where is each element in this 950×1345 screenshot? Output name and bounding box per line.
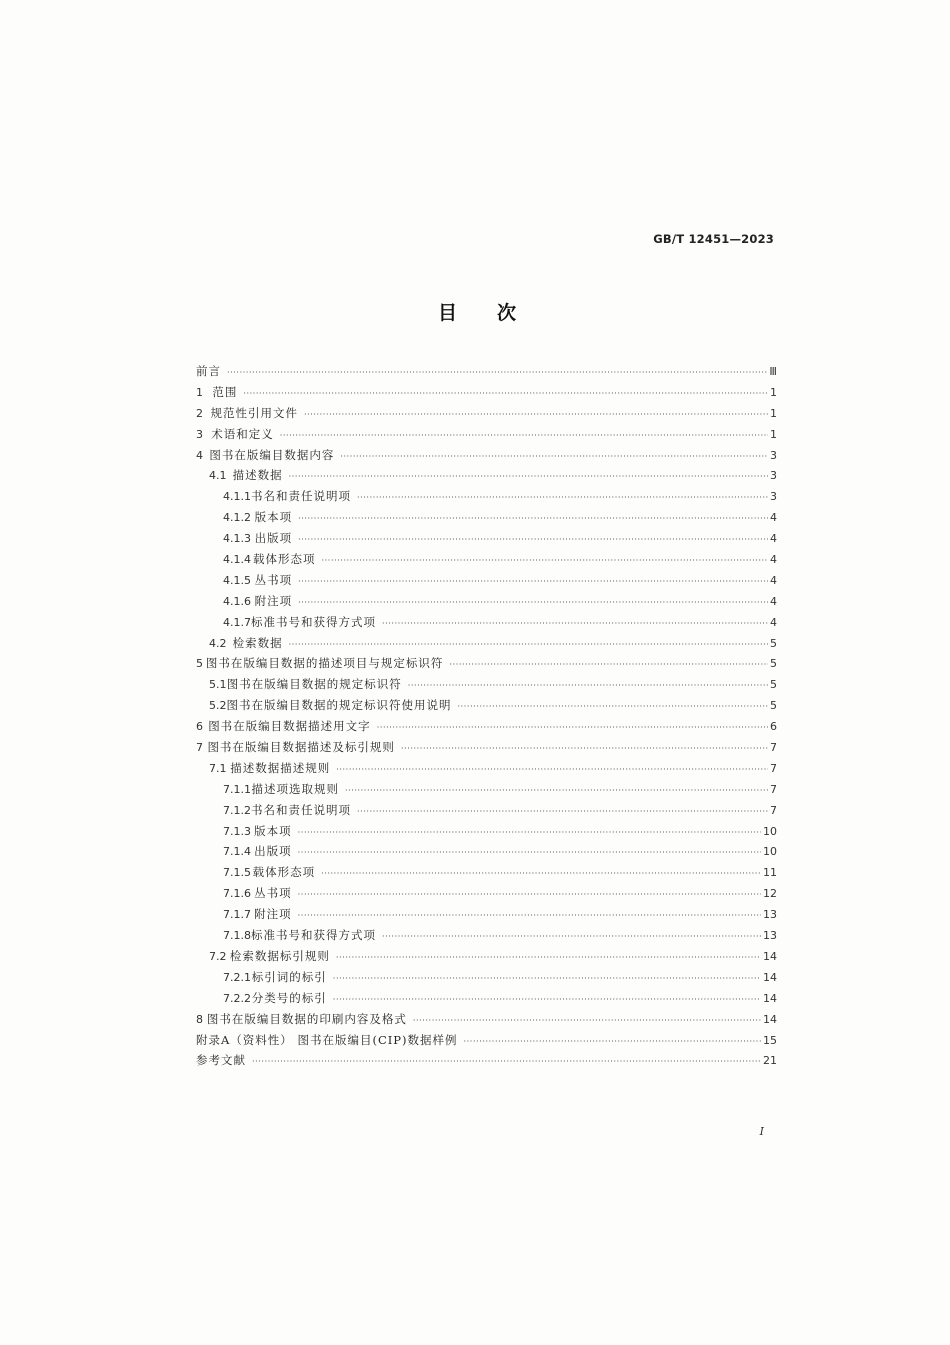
toc-entry-page: 5 bbox=[770, 636, 777, 650]
dot-leader bbox=[298, 593, 768, 614]
toc-entry[interactable] bbox=[196, 779, 777, 800]
dot-leader bbox=[336, 948, 761, 969]
toc-entry[interactable] bbox=[196, 946, 777, 967]
toc-entry-title: 图书在版编目数据描述用文字 bbox=[208, 719, 371, 734]
toc-entry-page: 3 bbox=[770, 469, 777, 483]
toc-entry-number: 7.1.6 bbox=[223, 887, 251, 901]
dot-leader bbox=[413, 1011, 761, 1032]
toc-entry-number: 4.2 bbox=[209, 636, 227, 650]
toc-entry-title: 版本项 bbox=[254, 823, 292, 838]
toc-entry-page: 1 bbox=[770, 406, 777, 420]
toc-entry[interactable] bbox=[196, 591, 777, 612]
toc-entry-page: 3 bbox=[770, 490, 777, 504]
toc-entry-number: 4.1.1 bbox=[223, 490, 251, 504]
toc-entry[interactable] bbox=[196, 841, 777, 862]
toc-entry-title: 分类号的标引 bbox=[251, 990, 327, 1005]
toc-entry[interactable] bbox=[196, 1009, 777, 1030]
toc-entry-number: 2 bbox=[196, 406, 203, 420]
toc-entry-title: 书名和责任说明项 bbox=[251, 489, 351, 504]
toc-entry-number: 7.1.5 bbox=[223, 866, 251, 880]
toc-entry-number: 4.1.3 bbox=[223, 532, 251, 546]
toc-entry-page: 14 bbox=[763, 949, 777, 963]
toc-entry-number: 4.1.6 bbox=[223, 594, 251, 608]
toc-entry-page: 5 bbox=[770, 678, 777, 692]
toc-entry[interactable] bbox=[196, 528, 777, 549]
toc-entry-page: 7 bbox=[770, 741, 777, 755]
dot-leader bbox=[298, 572, 768, 593]
dot-leader bbox=[382, 614, 768, 635]
toc-entry-title: 术语和定义 bbox=[211, 426, 274, 441]
toc-entry[interactable] bbox=[196, 486, 777, 507]
toc-entry[interactable] bbox=[196, 821, 777, 842]
toc-entry-page: 10 bbox=[763, 845, 777, 859]
dot-leader bbox=[345, 781, 768, 802]
toc-entry-number: 7 bbox=[196, 741, 203, 755]
toc-entry[interactable] bbox=[196, 674, 777, 695]
toc-entry-page: 7 bbox=[770, 803, 777, 817]
dot-leader bbox=[298, 906, 761, 927]
toc-entry-number: 7.1.2 bbox=[223, 803, 251, 817]
toc-entry-page: 7 bbox=[770, 761, 777, 775]
toc-entry-number: 7.1.7 bbox=[223, 908, 251, 922]
toc-entry-title: 书名和责任说明项 bbox=[251, 802, 351, 817]
toc-entry-page: 4 bbox=[770, 594, 777, 608]
toc-entry-page: 1 bbox=[770, 385, 777, 399]
toc-entry[interactable] bbox=[196, 424, 777, 445]
dot-leader bbox=[298, 823, 761, 844]
toc-entry-number: 4 bbox=[196, 448, 203, 462]
dot-leader bbox=[322, 551, 768, 572]
toc-entry[interactable] bbox=[196, 716, 777, 737]
dot-leader bbox=[449, 655, 768, 676]
toc-entry-title: 图书在版编目数据内容 bbox=[209, 447, 335, 462]
toc-entry-title: 标引词的标引 bbox=[251, 969, 327, 984]
dot-leader bbox=[289, 467, 768, 488]
toc-entry-number: 4.1 bbox=[209, 469, 227, 483]
dot-leader bbox=[458, 697, 769, 718]
dot-leader bbox=[377, 718, 768, 739]
toc-entry[interactable] bbox=[196, 612, 777, 633]
toc-entry-page: 13 bbox=[763, 908, 777, 922]
toc-entry-title: 范围 bbox=[212, 384, 238, 399]
toc-entry-title: 载体形态项 bbox=[252, 865, 316, 880]
toc-entry-number: 7.1.4 bbox=[223, 845, 251, 859]
toc-entry-title: 图书在版编目数据的描述项目与规定标识符 bbox=[205, 656, 444, 671]
toc-entry-number: 4.1.2 bbox=[223, 511, 251, 525]
toc-title: 目次 bbox=[437, 302, 556, 324]
toc-entry-number: 4.1.4 bbox=[223, 553, 251, 567]
toc-entry-page: 14 bbox=[763, 970, 777, 984]
toc-entry[interactable] bbox=[196, 633, 777, 654]
toc-entry-number: 5.2 bbox=[209, 699, 227, 713]
toc-entry-page: 13 bbox=[763, 929, 777, 943]
dot-leader bbox=[333, 990, 761, 1011]
toc-entry[interactable] bbox=[196, 382, 777, 403]
toc-entry[interactable] bbox=[196, 549, 777, 570]
toc-entry-title: 图书在版编目数据的规定标识符使用说明 bbox=[226, 698, 452, 713]
dot-leader bbox=[336, 760, 768, 781]
toc-entry-title: 规范性引用文件 bbox=[210, 405, 298, 420]
toc-entry-page: 5 bbox=[770, 657, 777, 671]
toc-entry-number: 5.1 bbox=[209, 678, 227, 692]
toc-entry-page: 12 bbox=[763, 887, 777, 901]
toc-entry-title: 检索数据标引规则 bbox=[229, 948, 330, 963]
toc-entry[interactable] bbox=[196, 403, 777, 424]
toc-entry-number: 8 bbox=[196, 1012, 203, 1026]
toc-entry-title: 参考文献 bbox=[196, 1053, 246, 1068]
toc-entry-title: 附注项 bbox=[254, 907, 292, 922]
toc-entry-title: 标准书号和获得方式项 bbox=[251, 928, 376, 943]
toc-entry-page: 14 bbox=[763, 1012, 777, 1026]
toc-entry-title: 出版项 bbox=[254, 844, 292, 859]
dot-leader bbox=[280, 426, 768, 447]
toc-entry-page: 3 bbox=[770, 448, 777, 462]
toc-entry-title: 标准书号和获得方式项 bbox=[251, 614, 376, 629]
dot-leader bbox=[298, 843, 761, 864]
toc-entry-title: 附录A（资料性） 图书在版编目(CIP)数据样例 bbox=[196, 1032, 458, 1047]
toc-entry-page: 4 bbox=[770, 573, 777, 587]
dot-leader bbox=[357, 488, 768, 509]
page-number: I bbox=[759, 1125, 764, 1138]
toc-entry-page: 21 bbox=[763, 1054, 777, 1068]
toc-entry[interactable] bbox=[196, 904, 777, 925]
toc-entry-title: 描述数据 bbox=[232, 468, 283, 483]
dot-leader bbox=[382, 927, 761, 948]
toc-entry-title: 图书在版编目数据描述及标引规则 bbox=[207, 740, 395, 755]
toc-entry[interactable] bbox=[196, 361, 777, 382]
toc-entry-number: 4.1.5 bbox=[223, 573, 251, 587]
toc-entry-number: 7.1 bbox=[209, 761, 227, 775]
toc-entry-page: 4 bbox=[770, 532, 777, 546]
toc-entry[interactable] bbox=[196, 737, 777, 758]
toc-entry-number: 7.1.1 bbox=[223, 782, 251, 796]
toc-entry-number: 7.2 bbox=[209, 949, 227, 963]
dot-leader bbox=[340, 447, 768, 468]
toc-entry-number: 1 bbox=[196, 385, 203, 399]
toc-entry-page: 1 bbox=[770, 427, 777, 441]
toc-entry[interactable] bbox=[196, 862, 777, 883]
toc-entry-title: 载体形态项 bbox=[253, 552, 316, 567]
toc-entry[interactable] bbox=[196, 967, 777, 988]
toc-entry[interactable] bbox=[196, 988, 777, 1009]
toc-entry-page: 4 bbox=[770, 511, 777, 525]
dot-leader bbox=[243, 384, 768, 405]
toc-entry-number: 6 bbox=[196, 720, 203, 734]
toc-entry-number: 7.2.2 bbox=[223, 991, 251, 1005]
toc-entry-number: 7.2.1 bbox=[223, 970, 251, 984]
toc-entry-number: 7.1.8 bbox=[223, 929, 251, 943]
dot-leader bbox=[357, 802, 768, 823]
toc-entry[interactable] bbox=[196, 800, 777, 821]
toc-entry-page: 4 bbox=[770, 553, 777, 567]
toc-entry[interactable] bbox=[196, 695, 777, 716]
toc-entry-title: 丛书项 bbox=[254, 886, 292, 901]
dot-leader bbox=[401, 739, 768, 760]
dot-leader bbox=[321, 864, 761, 885]
toc-entry[interactable] bbox=[196, 507, 777, 528]
toc-entry[interactable] bbox=[196, 758, 777, 779]
toc-entry-page: Ⅲ bbox=[769, 365, 777, 378]
toc-entry-number: 5 bbox=[196, 657, 203, 671]
toc-entry-page: 5 bbox=[770, 699, 777, 713]
dot-leader bbox=[227, 363, 767, 384]
standard-code: GB/T 12451—2023 bbox=[653, 232, 774, 246]
toc-entry-page: 7 bbox=[770, 782, 777, 796]
toc-entry-title: 图书在版编目数据的规定标识符 bbox=[226, 677, 402, 692]
toc-entry[interactable] bbox=[196, 445, 777, 466]
dot-leader bbox=[304, 405, 768, 426]
dot-leader bbox=[298, 509, 768, 530]
toc-entry[interactable] bbox=[196, 653, 777, 674]
toc-entry-title: 版本项 bbox=[254, 510, 293, 525]
toc-entry-title: 描述数据描述规则 bbox=[230, 760, 331, 775]
toc-entry-title: 图书在版编目数据的印刷内容及格式 bbox=[206, 1011, 407, 1026]
toc-entry-title: 出版项 bbox=[254, 531, 293, 546]
toc-entry-page: 11 bbox=[763, 866, 777, 880]
dot-leader bbox=[298, 530, 768, 551]
toc-entry[interactable] bbox=[196, 1050, 777, 1071]
toc-entry[interactable] bbox=[196, 570, 777, 591]
toc-entry-number: 7.1.3 bbox=[223, 824, 251, 838]
toc-entry-title: 描述项选取规则 bbox=[251, 781, 339, 796]
dot-leader bbox=[464, 1032, 761, 1053]
toc-entry-page: 10 bbox=[763, 824, 777, 838]
dot-leader bbox=[408, 676, 768, 697]
dot-leader bbox=[289, 635, 768, 656]
table-of-contents bbox=[196, 361, 777, 1071]
toc-entry-page: 14 bbox=[763, 991, 777, 1005]
toc-entry-title: 检索数据 bbox=[232, 635, 283, 650]
toc-entry-title: 丛书项 bbox=[254, 572, 293, 587]
toc-entry[interactable] bbox=[196, 465, 777, 486]
toc-entry[interactable] bbox=[196, 1030, 777, 1051]
toc-entry-title: 前言 bbox=[196, 364, 221, 378]
toc-entry-number: 4.1.7 bbox=[223, 615, 251, 629]
toc-entry-page: 6 bbox=[770, 720, 777, 734]
toc-entry-number: 3 bbox=[196, 427, 203, 441]
dot-leader bbox=[298, 885, 761, 906]
toc-entry-page: 15 bbox=[763, 1033, 777, 1047]
dot-leader bbox=[333, 969, 761, 990]
toc-entry[interactable] bbox=[196, 883, 777, 904]
toc-entry[interactable] bbox=[196, 925, 777, 946]
toc-entry-page: 4 bbox=[770, 615, 777, 629]
toc-entry-title: 附注项 bbox=[254, 593, 293, 608]
dot-leader bbox=[252, 1052, 761, 1073]
